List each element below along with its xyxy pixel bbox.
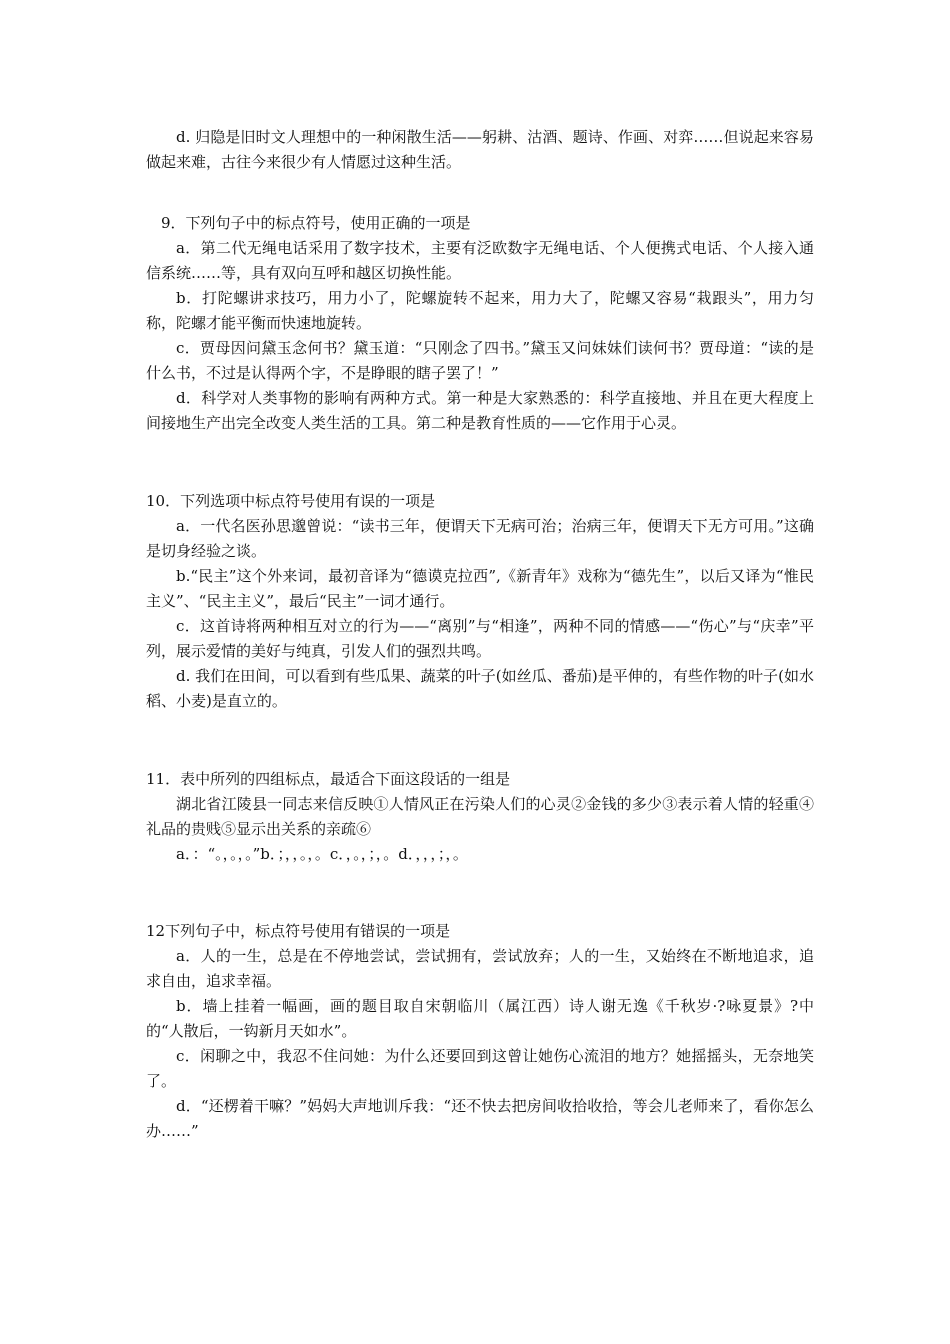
question-11-title: 11．表中所列的四组标点，最适合下面这段话的一组是	[146, 770, 511, 788]
option-12c: c．闲聊之中，我忍不住问她：为什么还要回到这曾让她伤心流泪的地方？她摇摇头，无奈地笑了。	[146, 1047, 814, 1090]
question-9	[146, 211, 814, 436]
option-9c: c．贾母因问黛玉念何书？黛玉道：“只刚念了四书。”黛玉又问妹妹们读何书？贾母道：“读的是什么书，不过是认得两个字，不是睁眼的瞎子罢了！”	[146, 339, 814, 382]
option-9b: b．打陀螺讲求技巧，用力小了，陀螺旋转不起来，用力大了，陀螺又容易“栽跟头”，用力匀称，陀螺才能平衡而快速地旋转。	[146, 289, 814, 332]
question-11-options: a．：“。，。，。”b．；，，。，。c．，。，；，。d．，，，；，。	[176, 845, 468, 863]
question-8-tail	[146, 125, 814, 175]
option-9a: a．第二代无绳电话采用了数字技术，主要有泛欧数字无绳电话、个人便携式电话、个人接入通信系统……等，具有双向互呼和越区切换性能。	[146, 239, 814, 282]
question-9-title: 9．下列句子中的标点符号，使用正确的一项是	[161, 214, 471, 232]
option-10c: c．这首诗将两种相互对立的行为——“离别”与“相逢”，两种不同的情感——“伤心”与“庆幸”平列，展示爱情的美好与纯真，引发人们的强烈共鸣。	[146, 617, 814, 660]
question-11	[146, 767, 814, 867]
option-10d: d. 我们在田间，可以看到有些瓜果、蔬菜的叶子(如丝瓜、番茄)是平伸的，有些作物的叶子(如水稻、小麦)是直立的。	[146, 667, 814, 710]
option-12a: a．人的一生，总是在不停地尝试，尝试拥有，尝试放弃；人的一生，又始终在不断地追求，追求自由，追求幸福。	[146, 947, 814, 990]
option-10b: b.“民主”这个外来词，最初音译为“德谟克拉西”,《新青年》戏称为“德先生”，以后又译为“惟民主义”、“民主主义”，最后“民主”一词才通行。	[146, 567, 814, 610]
option-12d: d．“还楞着干嘛？”妈妈大声地训斥我：“还不快去把房间收拾收拾，等会儿老师来了，看你怎么办……”	[146, 1097, 814, 1140]
option-9d: d．科学对人类事物的影响有两种方式。第一种是大家熟悉的：科学直接地、并且在更大程度上间接地生产出完全改变人类生活的工具。第二种是教育性质的——它作用于心灵。	[146, 389, 814, 432]
question-11-passage: 湖北省江陵县一同志来信反映①人情风正在污染人们的心灵②金钱的多少③表示着人情的轻重④礼品的贵贱⑤显示出关系的亲疏⑥	[146, 795, 814, 838]
question-10	[146, 489, 814, 714]
option-8d: d. 归隐是旧时文人理想中的一种闲散生活——躬耕、沽酒、题诗、作画、对弈……但说起来容易做起来难，古往今来很少有人情愿过这种生活。	[146, 128, 814, 171]
question-12	[146, 919, 814, 1144]
option-12b: b．墙上挂着一幅画，画的题目取自宋朝临川（属江西）诗人谢无逸《千秋岁·?咏夏景》?中的“人散后，一钩新月天如水”。	[146, 997, 814, 1040]
option-10a: a．一代名医孙思邈曾说：“读书三年，便谓天下无病可治；治病三年，便谓天下无方可用。”这确是切身经验之谈。	[146, 517, 814, 560]
document-page	[146, 125, 814, 1144]
question-12-title: 12下列句子中，标点符号使用有错误的一项是	[146, 922, 451, 940]
question-10-title: 10．下列选项中标点符号使用有误的一项是	[146, 492, 436, 510]
